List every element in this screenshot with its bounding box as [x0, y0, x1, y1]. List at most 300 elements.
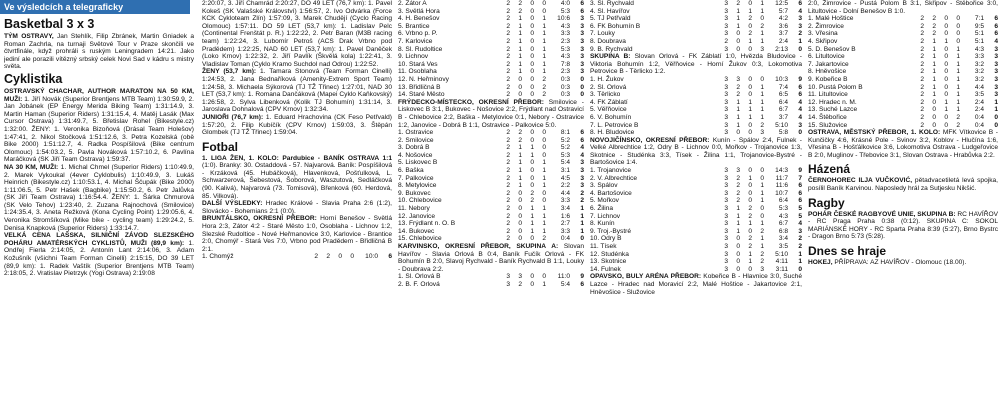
stat-cell: 0	[932, 106, 936, 114]
stat-cell: 0	[736, 30, 740, 38]
stat-cell: 0	[530, 75, 534, 83]
stat-cell: 0	[944, 15, 948, 23]
column-4	[590, 0, 802, 400]
stat-cell: 2	[920, 68, 924, 76]
team-cell: 3. Světlá Hora	[398, 7, 440, 15]
standings-table	[202, 253, 392, 261]
stat-cell: 2	[506, 212, 510, 220]
stat-cell: 3	[580, 182, 584, 190]
team-cell: 11. Nebory	[398, 205, 430, 213]
stat-cell: 1	[760, 7, 764, 15]
team-cell: 14. Štěbořice	[808, 113, 847, 121]
stat-cell: 3:11	[775, 265, 788, 273]
table-row	[590, 190, 802, 198]
paragraph-skupina-b: SKUPINA B: Slovan Orlová - FK Záblatí 1:0, Hvězda Bludovice - Viktoria Bohumín 1:2, Věřňovice - Horní Žukov 0:3, Lokomotiva Petrovice B - Těrlicko 1:2.	[590, 53, 802, 76]
table-row	[398, 175, 584, 183]
standings-table	[590, 167, 802, 273]
stat-cell: 0:3	[560, 91, 570, 99]
stat-cell: 2:3	[560, 68, 570, 76]
stat-cell: 1	[736, 106, 740, 114]
stat-cell: 3	[994, 91, 998, 99]
stat-cell: 1	[518, 159, 522, 167]
stat-cell: 1	[580, 227, 584, 235]
team-cell: 2. B. F. Orlová	[398, 280, 440, 288]
stat-cell: 1	[580, 205, 584, 213]
heading-fotbal: Fotbal	[202, 139, 238, 154]
team-cell: 3. Vřesina	[808, 30, 838, 38]
stat-cell: 5:1	[974, 30, 984, 38]
stat-cell: 6	[580, 280, 584, 288]
stat-cell: 3	[736, 75, 740, 83]
table-row	[398, 213, 584, 221]
table-row	[398, 220, 584, 228]
table-row	[398, 38, 584, 46]
stat-cell: 1	[748, 7, 752, 15]
stat-cell: 0	[944, 75, 948, 83]
stat-cell: 0	[944, 60, 948, 68]
stat-cell: 0:3	[560, 75, 570, 83]
table-row	[590, 122, 802, 130]
table-row	[398, 91, 584, 99]
table-row	[808, 76, 998, 84]
stat-cell: 3	[724, 258, 728, 266]
team-cell: 6. V. Bohumín	[590, 113, 632, 121]
stat-cell: 1	[530, 205, 534, 213]
stat-cell: 0	[580, 83, 584, 91]
stat-cell: 3	[580, 30, 584, 38]
team-cell: 9. Bukovec	[398, 189, 431, 197]
stat-cell: 0	[530, 83, 534, 91]
table-row	[590, 243, 802, 251]
stat-cell: 2	[506, 174, 510, 182]
stat-cell: 4:3	[778, 212, 788, 220]
stat-cell: 3:4	[778, 235, 788, 243]
stat-cell: 5:3	[560, 7, 570, 15]
team-cell: 7. Jakartovice	[808, 60, 849, 68]
stat-cell: 0	[530, 30, 534, 38]
stat-cell: 2	[760, 258, 764, 266]
stat-cell: 0	[932, 113, 936, 121]
paragraph-basketbal: TÝM OSTRAVY, Jan Stehlík, Filip Zbránek, Martin Gniadek a Roman Zachrla, na turnaji Světové Tour v Praze skončili ve čtvrtfinále, když prohráli s ruským Leningradem 14:21. Jako jediní ale porazili vítězný srbský celek Novi Sad v kádru s mistry světa.	[4, 33, 194, 71]
paragraph-ostrava: OSTRAVA, MĚSTSKÝ PŘEBOR, 1. KOLO: MFK Vítkovice B - Kunčičky 4:6, Krásné Pole - Svinov 3:2, Koblov - Hlučína 1:6, Vřesina B - Hošťálkovice 3:6, Lokomotiva Ostrava - Ludgeřovice B 2:0, Muglinov - Třebovice 3:1, Slovan Ostrava - Hrabůvka 2:2.	[808, 129, 998, 159]
team-cell: 8. Kunín	[590, 220, 615, 228]
stat-cell: 5:8	[778, 129, 788, 137]
stat-cell: 2	[760, 22, 764, 30]
stat-cell: 2	[760, 121, 764, 129]
stat-cell: 2	[920, 75, 924, 83]
stat-cell: 1	[760, 113, 764, 121]
stat-cell: 3:5	[974, 91, 984, 99]
stat-cell: 9	[798, 75, 802, 83]
stat-cell: 3	[724, 7, 728, 15]
stat-cell: 2	[326, 253, 330, 261]
team-cell: 8. H. Bludovice	[590, 129, 635, 137]
stat-cell: 1	[932, 91, 936, 99]
stat-cell: 2	[506, 83, 510, 91]
stat-cell: 1	[518, 151, 522, 159]
stat-cell: 0	[944, 83, 948, 91]
stat-cell: 2	[506, 227, 510, 235]
stat-cell: 3	[580, 45, 584, 53]
stat-cell: 10:3	[775, 75, 788, 83]
stat-cell: 0	[748, 265, 752, 273]
team-cell: 10. Pustá Polom B	[808, 83, 863, 91]
stat-cell: 6	[580, 0, 584, 7]
stat-cell: 3:4	[560, 205, 570, 213]
heading-dnes-se-hraje: Dnes se hraje	[808, 244, 887, 259]
team-cell: 1. Malé Hoštice	[808, 15, 854, 23]
stat-cell: 2	[736, 83, 740, 91]
stat-cell: 3	[580, 159, 584, 167]
stat-cell: 0	[994, 121, 998, 129]
stat-cell: 2	[798, 243, 802, 250]
team-cell: 9. Troj.-Bystré	[590, 227, 632, 235]
stat-cell: 1	[956, 60, 960, 68]
stat-cell: 1	[542, 182, 546, 190]
stat-cell: 1	[760, 37, 764, 45]
stat-cell: 3	[724, 235, 728, 243]
stat-cell: 1	[542, 159, 546, 167]
stat-cell: 1	[736, 227, 740, 235]
stat-cell: 0	[518, 83, 522, 91]
stat-cell: 3	[994, 83, 998, 91]
stat-cell: 0	[736, 235, 740, 243]
table-row	[808, 68, 998, 76]
standings-table	[398, 273, 584, 288]
stat-cell: 0	[338, 253, 342, 261]
stat-cell: 0	[956, 15, 960, 23]
stat-cell: 0	[760, 174, 764, 182]
paragraph-juniori: JUNIOŘI (76,7 km): 1. Eduard Hrachovina (CK Feso Petřvald) 1:57:20, 2. Filip Kubíčík (CPV Krnov) 1:59:03, 3. Štěpán Glombek (TJ TŽ Třinec) 1:59:04.	[202, 113, 392, 137]
team-cell: 4. Nošovice	[398, 151, 433, 159]
stat-cell: 0	[994, 113, 998, 121]
stat-cell: 1	[760, 220, 764, 228]
stat-cell: 1	[760, 83, 764, 91]
stat-cell: 3	[994, 68, 998, 76]
stat-cell: 0	[530, 68, 534, 76]
stat-cell: 0	[944, 113, 948, 121]
standings-table	[590, 76, 802, 137]
stat-cell: 0	[944, 30, 948, 38]
stat-cell: 3	[798, 15, 802, 23]
standings-table	[590, 0, 802, 53]
paragraph-liga-zen: 1. LIGA ŽEN, 1. KOLO: Pardubice - BANÍK OSTRAVA 1:1 (1:0). Branky: 30. Ostaddová - 57. Najvarová. Baník: Pospíšilová - Krzáková (45. Hubáčková), Hlavenková, Pošťulková, L. Schwarzerová, Šebestová, Šoborová, Waszutová, Sedláčková (90. Kalivá), Najvarová (73. Tomisová), Břenková (60. Herdová, 85. Vilková).	[202, 154, 392, 200]
stat-cell: 2	[542, 75, 546, 83]
stat-cell: 4	[580, 151, 584, 159]
stat-cell: 11:7	[775, 174, 788, 182]
team-cell: 1. Sl. Orlová B	[398, 273, 441, 281]
stat-cell: 3	[580, 15, 584, 23]
table-row	[398, 84, 584, 92]
table-row	[808, 106, 998, 114]
stat-cell: 1	[748, 220, 752, 228]
stat-cell: 0	[530, 174, 534, 182]
stat-cell: 2	[506, 182, 510, 190]
stat-cell: 3	[994, 45, 998, 53]
stat-cell: 1	[748, 106, 752, 114]
table-row	[590, 38, 802, 46]
stat-cell: 3	[724, 30, 728, 38]
table-row	[808, 84, 998, 92]
stat-cell: 9:5	[974, 22, 984, 30]
team-cell: 7. Louky	[590, 30, 615, 38]
table-row	[398, 159, 584, 167]
stat-cell: 1	[932, 60, 936, 68]
stat-cell: 7:4	[778, 83, 788, 91]
stat-cell: 0	[530, 273, 534, 281]
stat-cell: 1	[518, 30, 522, 38]
stat-cell: 1	[760, 106, 764, 114]
stat-cell: 3	[724, 182, 728, 190]
paragraph-lasko: VELKÁ CENA LAŠSKA, SILNIČNÍ ZÁVOD SLEZSKÉHO POHÁRU AMATÉRSKÝCH CYKLISTŮ, MUŽI (89,9 km): 1. Ondřej Fierla 2:14:05, 2. Antonín Lant 2:14:06, 3. Adam Kožušník (všichni Team Forman Cinelli) 2:15:15, DO 39 LET (89,9 km): 1. Radek Vaštík (Superior Brentjens MTB Team) 2:18:05, 2. Vratislav Pietrzyk (Yogi Ostrava) 2:19:08	[4, 232, 194, 278]
stat-cell: 0	[736, 129, 740, 137]
stat-cell: 0:3	[560, 83, 570, 91]
table-row	[398, 76, 584, 84]
team-cell: 5. Mořkov	[590, 197, 619, 205]
stat-cell: 1	[518, 15, 522, 23]
heading-basketbal: Basketbal 3 x 3	[4, 17, 95, 31]
team-cell: 3. Sl. Rychvald	[590, 0, 634, 7]
stat-cell: 1	[542, 227, 546, 235]
stat-cell: 4	[798, 7, 802, 15]
stat-cell: 2	[314, 253, 318, 261]
stat-cell: 5:10	[775, 121, 788, 129]
stat-cell: 1	[798, 258, 802, 266]
stat-cell: 2	[920, 60, 924, 68]
team-cell: 4. Sl. Havířov	[590, 7, 630, 15]
table-row	[398, 182, 584, 190]
stat-cell: 7:8	[560, 60, 570, 68]
stat-cell: 2:3	[560, 37, 570, 45]
stat-cell: 1	[736, 98, 740, 106]
stat-cell: 2	[506, 91, 510, 99]
team-cell: 1. H. Žukov	[590, 75, 624, 83]
team-cell: 11. Osoblaha	[398, 68, 437, 76]
stat-cell: 10:6	[557, 15, 570, 23]
stat-cell: 4:4	[974, 83, 984, 91]
stat-cell: 6:8	[778, 227, 788, 235]
stat-cell: 1	[956, 91, 960, 99]
team-cell: 5. Liskovec B	[398, 159, 438, 167]
paragraph-bruntalsko: BRUNTÁLSKO, OKRESNÍ PŘEBOR: Horní Benešov - Světlá Hora 2:3, Zátor 4:2 - Staré Město 1:0, Osoblaha - Lichnov 1:2, Slezské Rudoltice - Nové Heřmanovice 3:0, Karlovice - Brantice 2:0, Chomýř - Stará Ves 7:0, Vrbno pod Pradědem - Břidličná B 2:1.	[202, 215, 392, 253]
stat-cell: 7:1	[974, 15, 984, 23]
stat-cell: 0	[944, 22, 948, 30]
stat-cell: 2	[506, 144, 510, 152]
stat-cell: 6	[388, 253, 392, 261]
stat-cell: 3:7	[778, 113, 788, 121]
stat-cell: 2	[506, 45, 510, 53]
stat-cell: 1	[760, 98, 764, 106]
stat-cell: 0	[530, 60, 534, 68]
stat-cell: 2	[506, 53, 510, 61]
stat-cell: 6	[994, 30, 998, 38]
table-row	[398, 137, 584, 145]
stat-cell: 2:2	[560, 182, 570, 190]
stat-cell: 5	[798, 205, 802, 213]
stat-cell: 1	[944, 37, 948, 45]
team-cell: 9. Kobeřice B	[808, 75, 848, 83]
stat-cell: 2	[506, 189, 510, 197]
table-row	[398, 8, 584, 16]
stat-cell: 3	[798, 22, 802, 30]
stat-cell: 1	[748, 37, 752, 45]
stat-cell: 1	[736, 15, 740, 23]
stat-cell: 0	[748, 121, 752, 129]
stat-cell: 1	[542, 205, 546, 213]
stat-cell: 1	[580, 212, 584, 220]
stat-cell: 3:6	[778, 22, 788, 30]
stat-cell: 12:5	[775, 0, 788, 7]
stat-cell: 3	[724, 75, 728, 83]
table-row	[398, 144, 584, 152]
stat-cell: 2	[956, 121, 960, 129]
team-cell: 8. Doubrava	[590, 37, 626, 45]
stat-cell: 1	[542, 22, 546, 30]
team-cell: 14. Staré Město	[398, 91, 445, 99]
stat-cell: 3	[724, 167, 728, 175]
stat-cell: 0	[798, 129, 802, 137]
stat-cell: 1	[748, 250, 752, 258]
team-cell: 5. Věřňovice	[590, 106, 627, 114]
stat-cell: 3	[724, 174, 728, 182]
stat-cell: 0	[518, 212, 522, 220]
table-row	[398, 0, 584, 8]
table-row	[590, 114, 802, 122]
team-cell: 2. Žimrovice	[808, 22, 844, 30]
table-row	[590, 129, 802, 137]
team-cell: 6. Baška	[398, 167, 424, 175]
table-row	[590, 84, 802, 92]
stat-cell: 3	[724, 45, 728, 53]
stat-cell: 2	[506, 167, 510, 175]
stat-cell: 2:4	[974, 98, 984, 106]
stat-cell: 0	[542, 151, 546, 159]
stat-cell: 6	[798, 0, 802, 7]
table-row	[398, 167, 584, 175]
stat-cell: 1	[542, 220, 546, 228]
stat-cell: 0	[518, 205, 522, 213]
stat-cell: 3:2	[974, 60, 984, 68]
team-cell: 12. Hradec n. M.	[808, 98, 857, 106]
stat-cell: 1	[798, 250, 802, 258]
stat-cell: 2	[736, 197, 740, 205]
stat-cell: 2	[506, 129, 510, 137]
stat-cell: 1	[518, 37, 522, 45]
stat-cell: 1	[736, 7, 740, 15]
stat-cell: 0	[518, 220, 522, 228]
stat-cell: 2	[760, 227, 764, 235]
stat-cell: 2	[920, 98, 924, 106]
stat-cell: 5:2	[560, 136, 570, 144]
paragraph-dnes: HOKEJ, PŘÍPRAVA: AZ HAVÍŘOV - Olomouc (18.00).	[808, 259, 967, 267]
stat-cell: 0	[748, 129, 752, 137]
stat-cell: 1	[932, 68, 936, 76]
stat-cell: 3:3	[560, 227, 570, 235]
stat-cell: 2	[748, 235, 752, 243]
stat-cell: 1	[518, 144, 522, 152]
stat-cell: 0	[530, 53, 534, 61]
table-row	[398, 46, 584, 54]
stat-cell: 5:3	[560, 45, 570, 53]
stat-cell: 5:2	[560, 144, 570, 152]
stat-cell: 9	[580, 273, 584, 281]
stat-cell: 0:4	[560, 235, 570, 243]
stat-cell: 1	[760, 91, 764, 99]
stat-cell: 3	[760, 129, 764, 137]
stat-cell: 11:0	[557, 273, 570, 281]
stat-cell: 2	[736, 0, 740, 7]
table-row	[398, 15, 584, 23]
stat-cell: 0	[530, 22, 534, 30]
team-cell: 13. Suché Lazce	[808, 106, 858, 114]
stat-cell: 1	[542, 15, 546, 23]
stat-cell: 6:4	[778, 98, 788, 106]
stat-cell: 0	[736, 265, 740, 273]
stat-cell: 2	[932, 22, 936, 30]
team-cell: 1. Trojanovice	[590, 167, 632, 175]
stat-cell: 1	[542, 167, 546, 175]
stat-cell: 5:4	[560, 159, 570, 167]
stat-cell: 1	[760, 235, 764, 243]
stat-cell: 3	[724, 129, 728, 137]
stat-cell: 4:4	[560, 189, 570, 197]
stat-cell: 1	[748, 174, 752, 182]
stat-cell: 5:3	[778, 205, 788, 213]
stat-cell: 6	[798, 91, 802, 99]
stat-cell: 0	[736, 243, 740, 250]
stat-cell: 0	[530, 45, 534, 53]
stat-cell: 1	[760, 0, 764, 7]
stat-cell: 0	[748, 75, 752, 83]
paragraph-maraton: OSTRAVSKÝ CHACHAR, AUTHOR MARATON NA 50 KM, MUŽI: 1. Jiří Novák (Superior Brentjens MTB Team) 1:30:59.9, 2. Jan Jobánek (EP Energy Merida Biking Team) 1:31:14.9, 3. Martin Haman (Superior Riders) 1:31:15.4, 4. Matěj Lasák (Max Cursor Ostrava) 1:31:49.7, 5. Břetislav Rohel (Bikestyle.cz) 1:32:00. ŽENY: 1. Veronika Bizoňová (Drásal Team Holešov) 1:47:41, 2. Nikol Stočková 1:51:12.6, 3. Petra Kozelská (obě Bike 2000) 1:51:12.7, 4. Radka Pospíšilová (Bike centrum Olomouc) 1:54:03.2, 5. Pavla Nováková 1:57:10.2, 6. Pavlína Maráčková (SK Jiří Team Ostrava) 1:59:37.	[4, 87, 194, 164]
table-row	[590, 8, 802, 16]
stat-cell: 1	[542, 37, 546, 45]
stat-cell: 0	[748, 91, 752, 99]
stat-cell: 1	[530, 220, 534, 228]
stat-cell: 2	[506, 197, 510, 205]
stat-cell: 5	[798, 212, 802, 220]
stat-cell: 3	[994, 75, 998, 83]
team-cell: 2. Zátor A	[398, 0, 427, 7]
stat-cell: 10:7	[775, 189, 788, 197]
stat-cell: 2	[518, 129, 522, 137]
stat-cell: 8:1	[560, 129, 570, 137]
stat-cell: 4:0	[560, 0, 570, 7]
stat-cell: 3	[580, 68, 584, 76]
table-row	[590, 23, 802, 31]
stat-cell: 3	[724, 121, 728, 129]
stat-cell: 0	[580, 75, 584, 83]
stat-cell: 1	[542, 174, 546, 182]
team-cell: 1. Ostravice	[398, 129, 434, 137]
stat-cell: 4	[798, 220, 802, 228]
stat-cell: 4	[580, 144, 584, 152]
stat-cell: 2	[748, 205, 752, 213]
paragraph-results-top: 2:20:07, 3. Jiří Chamrád 2:20:27, DO 49 LET (76,7 km): 1. Pavel Kokeš (SK Valašské Království) 1:56:57, 2. Ivo Odvárka (Force KCK Cykloteam Zlín) 1:57:09, 3. Marek Chudějí (Cyclo Racing Olomouc) 1:57:11. DO 59 LET (53,7 km): 1. Ladislav Pelc (Continental Frenštát p. R.) 1:22:22, 2. Petr Baran (M3B racing team) 1:22:24, 3. Lubomír Petroš (ACS Drak Vrbno pod Pradědem) 1:22:25, NAD 60 LET (53,7 km): 1. Pavel Daněček (Loko Krnov) 1:22:32, 2. Jiří Pavlík (Škvělá kola) 1:22:41, 3. Vladislav Toman (Cyklo Kramo Suchdol nad Odrou) 1:22:52.	[202, 0, 392, 68]
standings-table	[398, 0, 584, 99]
stat-cell: 0	[760, 167, 764, 175]
team-cell: 2. Sl. Orlová	[590, 83, 627, 91]
stat-cell: 1	[542, 212, 546, 220]
stat-cell: 3	[724, 227, 728, 235]
stat-cell: 0	[530, 7, 534, 15]
stat-cell: 1	[748, 258, 752, 266]
stat-cell: 0	[530, 280, 534, 288]
stat-cell: 2:4	[974, 106, 984, 114]
table-row	[398, 68, 584, 76]
paragraph-frydecko: FRÝDECKO-MÍSTECKO, OKRESNÍ PŘEBOR: Smilovice - Liskovec B 3:1, Bukovec - Nošovice 2:2, Frýdlant nad Ostravicí B - Chlebovice 2:2, Baška - Metylovice 0:1, Nebory - Ostravice 1:2, Janovice - Dobrá B 1:1, Ostravice - Palkovice 5:0.	[398, 98, 584, 129]
stat-cell: 2	[932, 30, 936, 38]
